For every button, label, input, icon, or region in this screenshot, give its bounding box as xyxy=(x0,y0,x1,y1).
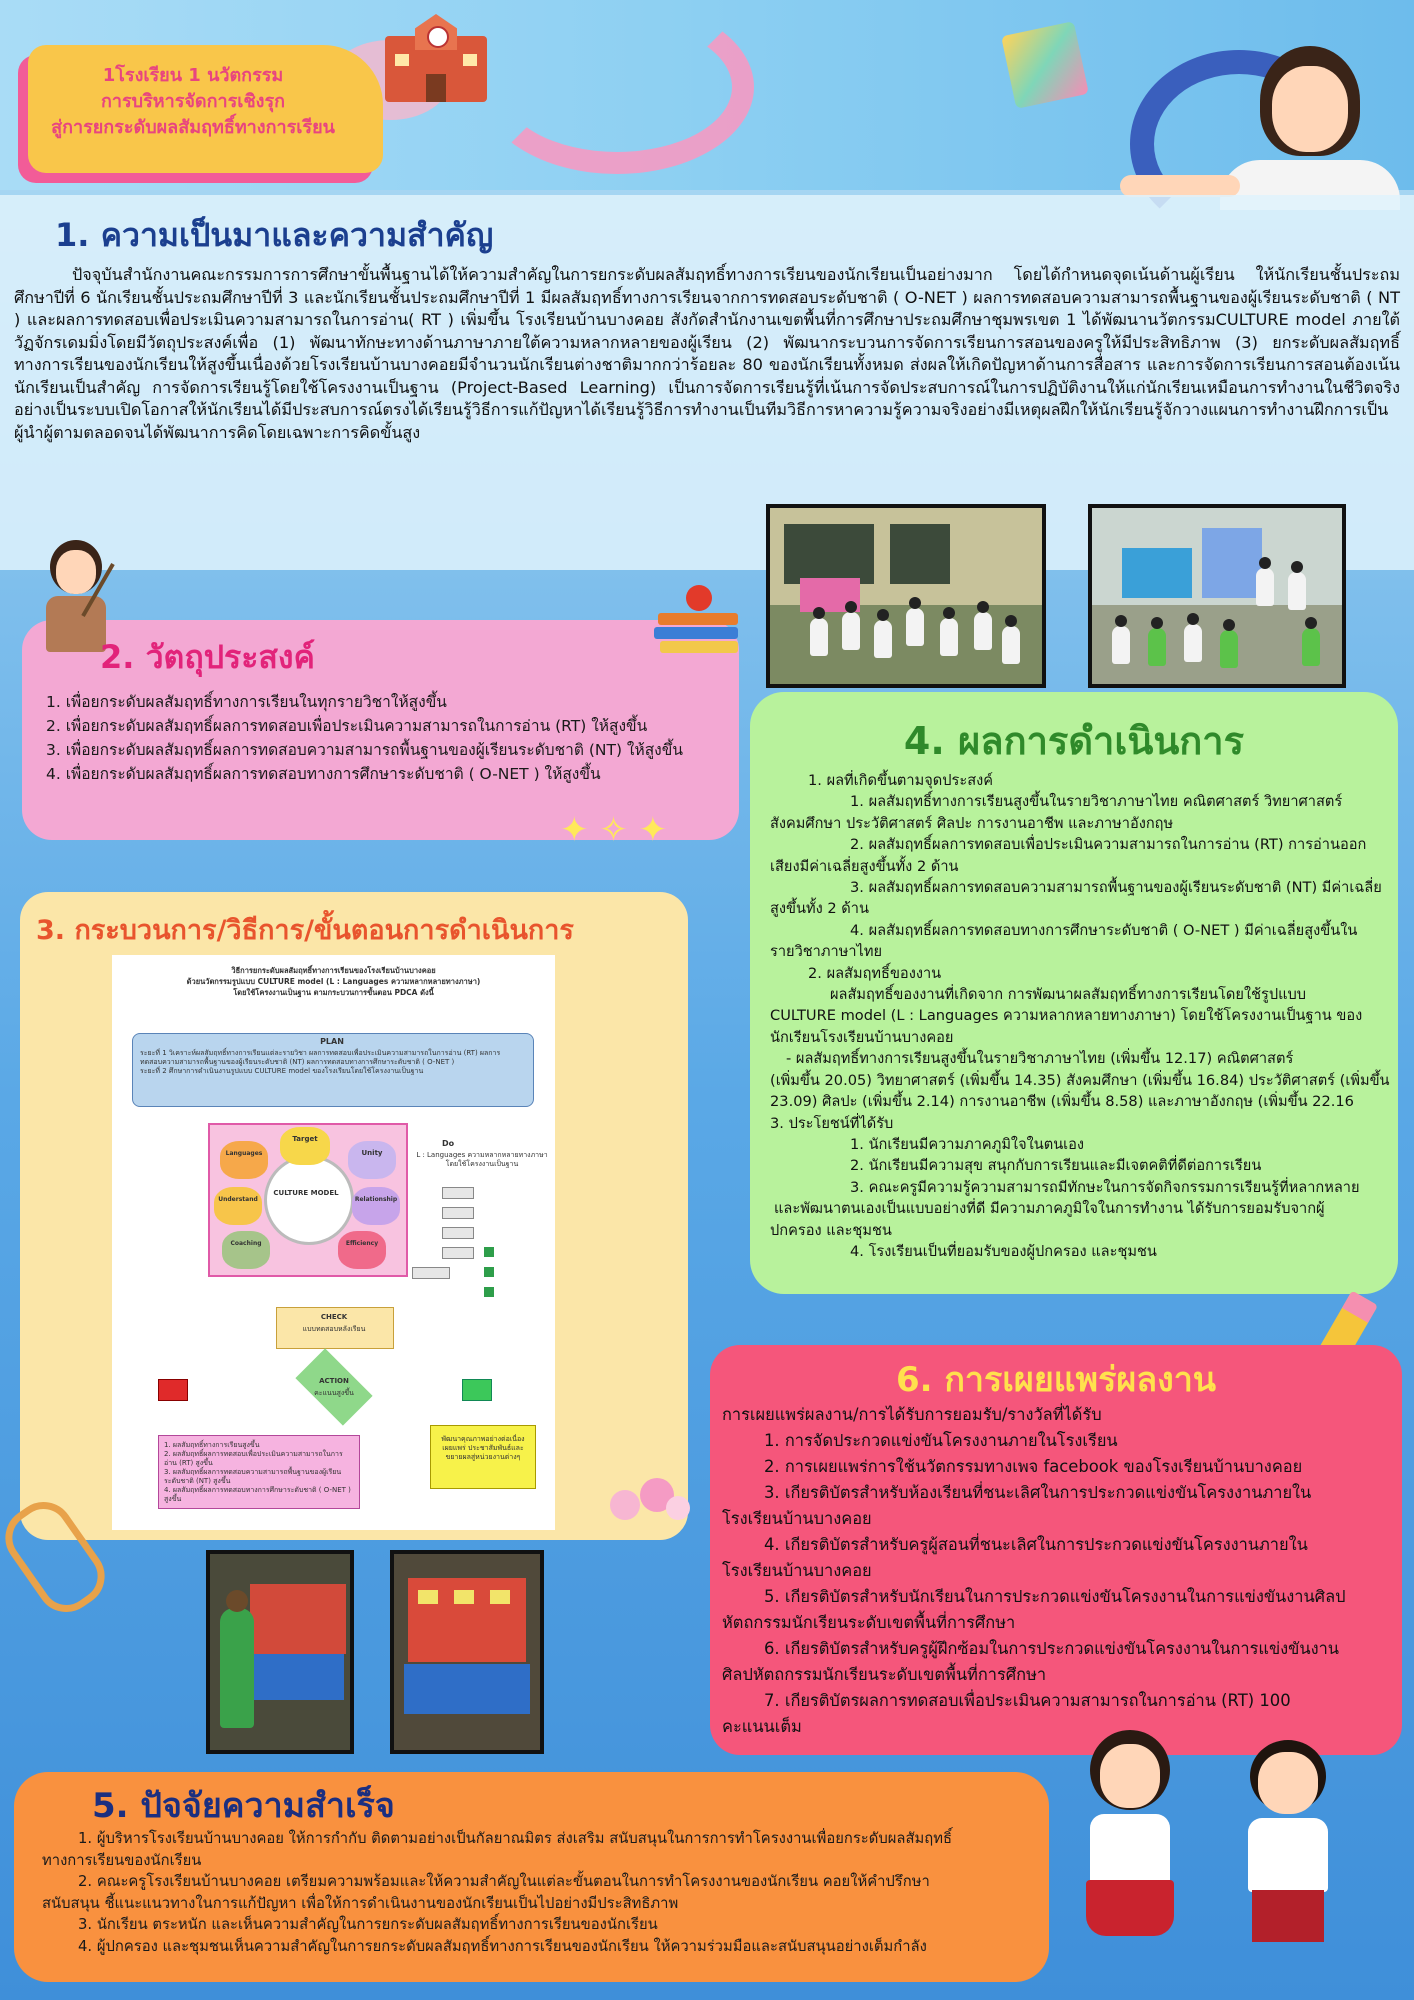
objective-item: 4. เพื่อยกระดับผลสัมฤทธิ์ผลการทดสอบทางการศึกษาระดับชาติ ( O-NET ) ให้สูงขึ้น xyxy=(46,765,601,783)
do-text-2: โดยใช้โครงงานเป็นฐาน xyxy=(445,1160,519,1168)
section5-body xyxy=(42,1828,1028,1957)
petal-coaching: Coaching xyxy=(222,1231,270,1269)
remark-text-1: พัฒนาคุณภาพอย่างต่อเนื่อง xyxy=(441,1435,525,1443)
result-paragraph: 3. ผลสัมฤทธิ์ผลการทดสอบความสามารถพื้นฐานของผู้เรียนระดับชาติ (NT) มีค่าเฉลี่ย xyxy=(850,879,1382,897)
result-text-1: 1. ผลสัมฤทธิ์ทางการเรียนสูงขึ้น xyxy=(164,1441,260,1449)
dissemination-paragraph: 4. เกียรติบัตรสำหรับครูผู้สอนที่ชนะเลิศในการประกวดแข่งขันโครงงานภายใน xyxy=(764,1535,1308,1554)
remark-text-2: เผยแพร่ ประชาสัมพันธ์และ xyxy=(442,1444,524,1452)
section4-body xyxy=(770,770,1395,1262)
result-paragraph: 2. นักเรียนมีความสุข สนุกกับการเรียนและมีเจตคติที่ดีต่อการเรียน xyxy=(850,1157,1262,1175)
result-paragraph: 3. คณะครูมีความรู้ความสามารถมีทักษะในการจัดกิจกรรมการเรียนรู้ที่หลากหลาย xyxy=(850,1178,1360,1196)
result-paragraph: (เพิ่มขึ้น 20.05) วิทยาศาสตร์ (เพิ่มขึ้น 14.35) สังคมศึกษา (เพิ่มขึ้น 16.84) ประวัติศาสตร์ (เพิ่มขึ้น xyxy=(770,1071,1390,1089)
result-paragraph: เสียงมีค่าเฉลี่ยสูงขึ้นทั้ง 2 ด้าน xyxy=(770,857,959,875)
result-text-3: 3. ผลสัมฤทธิ์ผลการทดสอบความสามารถพื้นฐานของผู้เรียนระดับชาติ (NT) สูงขึ้น xyxy=(164,1468,342,1485)
teacher-illustration xyxy=(1120,40,1410,210)
petal-languages: Languages xyxy=(220,1141,268,1179)
success-factor-paragraph: 2. คณะครูโรงเรียนบ้านบางคอย เตรียมความพร้อมและให้ความสำคัญในแต่ละขั้นตอนในการทำโครงงานของนักเรียน คอยให้คำปรึกษา xyxy=(78,1873,930,1890)
section5-title: 5. ปัจจัยความสำเร็จ xyxy=(92,1786,395,1826)
photo-classroom-2 xyxy=(1088,504,1346,688)
school-building-icon xyxy=(375,14,497,102)
dissemination-paragraph: 2. การเผยแพร่การใช้นวัตกรรมทางเพจ facebook ของโรงเรียนบ้านบางคอย xyxy=(764,1457,1303,1476)
decor-cube xyxy=(1001,21,1089,109)
plan-text-1: ระยะที่ 1 วิเคราะห์ผลสัมฤทธิ์ทางการเรียนแต่ละรายวิชา ผลการทดสอบเพื่อประเมินความสามารถในการอ่าน (RT) ผลการ xyxy=(140,1049,501,1057)
flow-heading-3: โดยใช้โครงงานเป็นฐาน ตามกระบวนการขั้นตอน PDCA ดังนี้ xyxy=(233,988,434,997)
section6-body xyxy=(722,1402,1394,1740)
action-label: ACTION xyxy=(319,1377,349,1385)
result-paragraph: 23.09) ศิลปะ (เพิ่มขึ้น 2.14) การงานอาชีพ (เพิ่มขึ้น 8.58) และภาษาอังกฤษ (เพิ่มขึ้น 22.16 xyxy=(770,1093,1354,1111)
petal-target: Target xyxy=(280,1127,330,1165)
books-apple-icon xyxy=(652,585,742,655)
sparkle-decoration: ✦ ✧ ✦ xyxy=(560,810,668,850)
result-paragraph: CULTURE model (L : Languages ความหลากหลายทางภาษา) โดยใช้โครงงานเป็นฐาน ของ xyxy=(770,1007,1363,1025)
plan-label: PLAN xyxy=(320,1037,344,1046)
dissemination-paragraph: ศิลปหัตถกรรมนักเรียนระดับเขตพื้นที่การศึกษา xyxy=(722,1665,1047,1684)
title-line-1: 1โรงเรียน 1 นวัตกรรม xyxy=(102,65,284,86)
result-paragraph: - ผลสัมฤทธิ์ทางการเรียนสูงขึ้นในรายวิชาภาษาไทย (เพิ่มขึ้น 12.17) คณิตศาสตร์ xyxy=(786,1050,1294,1068)
result-paragraph: สังคมศึกษา ประวัติศาสตร์ ศิลปะ การงานอาชีพ และภาษาอังกฤษ xyxy=(770,814,1174,832)
students-illustration xyxy=(1060,1720,1400,2000)
flow-heading-2: ด้วยนวัตกรรมรูปแบบ CULTURE model (L : Languages ความหลากหลายทางภาษา) xyxy=(186,977,481,986)
title-line-2: การบริหารจัดการเชิงรุก xyxy=(100,91,286,112)
success-factor-paragraph: 3. นักเรียน ตระหนัก และเห็นความสำคัญในการยกระดับผลสัมฤทธิ์ทางการเรียนของนักเรียน xyxy=(78,1916,658,1933)
title-line-3: สู่การยกระดับผลสัมฤทธิ์ทางการเรียน xyxy=(51,117,335,138)
objective-item: 1. เพื่อยกระดับผลสัมฤทธิ์ทางการเรียนในทุกรายวิชาให้สูงขึ้น xyxy=(46,693,447,711)
section2-objectives-list xyxy=(46,690,736,786)
result-paragraph: 1. ผลที่เกิดขึ้นตามจุดประสงค์ xyxy=(808,772,993,789)
check-text: แบบทดสอบหลังเรียน xyxy=(302,1325,366,1333)
photo-classroom-1 xyxy=(766,504,1046,688)
result-paragraph: นักเรียนโรงเรียนบ้านบางคอย xyxy=(770,1028,954,1046)
result-paragraph: 1. นักเรียนมีความภาคภูมิใจในตนเอง xyxy=(850,1135,1085,1153)
result-paragraph: 2. ผลสัมฤทธิ์ผลการทดสอบเพื่อประเมินความสามารถในการอ่าน (RT) การอ่านออก xyxy=(850,836,1367,854)
do-label: Do xyxy=(442,1139,455,1148)
flower-decoration xyxy=(600,1470,700,1530)
pdca-flowchart xyxy=(112,955,555,1530)
check-label: CHECK xyxy=(320,1313,348,1321)
decor-pink-swirl xyxy=(480,0,754,174)
dissemination-paragraph: โรงเรียนบ้านบางคอย xyxy=(722,1509,872,1528)
result-paragraph: 4. โรงเรียนเป็นที่ยอมรับของผู้ปกครอง และชุมชน xyxy=(850,1242,1157,1260)
plan-text-2: ทดสอบความสามารถพื้นฐานของผู้เรียนระดับชาติ (NT) ผลการทดสอบทางการศึกษาระดับชาติ ( O-NET ) xyxy=(140,1058,455,1066)
success-factor-paragraph: สนับสนุน ชี้แนะแนวทางในการแก้ปัญหา เพื่อให้การดำเนินงานของนักเรียนเป็นไปอย่างมีประสิทธิภาพ xyxy=(42,1894,679,1912)
success-factor-paragraph: 4. ผู้ปกครอง และชุมชนเห็นความสำคัญในการยกระดับผลสัมฤทธิ์ทางการเรียนของนักเรียน ให้ความร่วมมือและสนับสนุนอย่างเต็มกำลัง xyxy=(78,1937,927,1955)
photo-project-display-1 xyxy=(206,1550,354,1754)
objective-item: 2. เพื่อยกระดับผลสัมฤทธิ์ผลการทดสอบเพื่อประเมินความสามารถในการอ่าน (RT) ให้สูงขึ้น xyxy=(46,717,648,735)
petal-understand: Understand xyxy=(214,1187,262,1225)
result-paragraph: 2. ผลสัมฤทธิ์ของงาน xyxy=(808,964,942,982)
result-paragraph: ปกครอง และชุมชน xyxy=(770,1221,892,1239)
section2-title: 2. วัตถุประสงค์ xyxy=(100,638,315,676)
section6-title: 6. การเผยแพร่ผลงาน xyxy=(895,1360,1217,1400)
dissemination-paragraph: การเผยแพร่ผลงาน/การได้รับการยอมรับ/รางวัลที่ได้รับ xyxy=(722,1405,1102,1424)
section3-title: 3. กระบวนการ/วิธีการ/ขั้นตอนการดำเนินการ xyxy=(36,915,574,946)
result-paragraph: 4. ผลสัมฤทธิ์ผลการทดสอบทางการศึกษาระดับชาติ ( O-NET ) มีค่าเฉลี่ยสูงขึ้นใน xyxy=(850,921,1358,939)
result-paragraph: 1. ผลสัมฤทธิ์ทางการเรียนสูงขึ้นในรายวิชาภาษาไทย คณิตศาสตร์ วิทยาศาสตร์ xyxy=(850,793,1343,811)
petal-efficiency: Efficiency xyxy=(338,1231,386,1269)
petal-relationship: Relationship xyxy=(352,1187,400,1225)
result-paragraph: และพัฒนาตนเองเป็นแบบอย่างที่ดี มีความภาคภูมิใจในการทำงาน ได้รับการยอมรับจากผู้ xyxy=(774,1200,1325,1218)
title-badge xyxy=(28,45,383,173)
plan-text-3: ระยะที่ 2 ศึกษาการดำเนินงานรูปแบบ CULTURE model ของโรงเรียนโดยใช้โครงงานเป็นฐาน xyxy=(140,1067,424,1075)
dissemination-paragraph: หัตถกรรมนักเรียนระดับเขตพื้นที่การศึกษา xyxy=(722,1613,1016,1632)
do-text-1: L : Languages ความหลากหลายทางภาษา xyxy=(416,1151,548,1159)
dissemination-paragraph: คะแนนเต็ม xyxy=(722,1717,802,1736)
success-factor-paragraph: ทางการเรียนของนักเรียน xyxy=(42,1851,202,1869)
dissemination-paragraph: 7. เกียรติบัตรผลการทดสอบเพื่อประเมินความสามารถในการอ่าน (RT) 100 xyxy=(764,1691,1291,1710)
success-factor-paragraph: 1. ผู้บริหารโรงเรียนบ้านบางคอย ให้การกำกับ ติดตามอย่างเป็นกัลยาณมิตร ส่งเสริม สนับสนุนในการการทำโครงงานเพื่อยกระดับผลสัมฤทธิ์ xyxy=(78,1830,953,1847)
result-paragraph: รายวิชาภาษาไทย xyxy=(770,943,883,961)
objective-item: 3. เพื่อยกระดับผลสัมฤทธิ์ผลการทดสอบความสามารถพื้นฐานของผู้เรียนระดับชาติ (NT) ให้สูงขึ้น xyxy=(46,741,683,759)
photo-project-display-2 xyxy=(390,1550,544,1754)
dissemination-paragraph: 5. เกียรติบัตรสำหรับนักเรียนในการประกวดแข่งขันโครงงานในการแข่งขันงานศิลป xyxy=(764,1587,1346,1606)
dissemination-paragraph: โรงเรียนบ้านบางคอย xyxy=(722,1561,872,1580)
dissemination-paragraph: 3. เกียรติบัตรสำหรับห้องเรียนที่ชนะเลิศในการประกวดแข่งขันโครงงานภายใน xyxy=(764,1483,1312,1502)
culture-model-center: CULTURE MODEL xyxy=(273,1189,339,1197)
flow-heading-1: วิธีการยกระดับผลสัมฤทธิ์ทางการเรียนของโรงเรียนบ้านบางคอย xyxy=(231,966,436,975)
result-paragraph: ผลสัมฤทธิ์ของงานที่เกิดจาก การพัฒนาผลสัมฤทธิ์ทางการเรียนโดยใช้รูปแบบ xyxy=(830,986,1307,1004)
dissemination-paragraph: 6. เกียรติบัตรสำหรับครูผู้ฝึกซ้อมในการประกวดแข่งขันโครงงานในการแข่งขันงาน xyxy=(764,1639,1339,1658)
section4-title: 4. ผลการดำเนินการ xyxy=(903,719,1245,763)
result-text-2: 2. ผลสัมฤทธิ์ผลการทดสอบเพื่อประเมินความสามารถในการอ่าน (RT) สูงขึ้น xyxy=(164,1450,343,1467)
result-text-4: 4. ผลสัมฤทธิ์ผลการทดสอบทางการศึกษาระดับชาติ ( O-NET ) สูงขึ้น xyxy=(164,1486,351,1503)
remark-text-3: ขยายผลสู่หน่วยงานต่างๆ xyxy=(445,1453,521,1461)
result-paragraph: 3. ประโยชน์ที่ได้รับ xyxy=(770,1114,894,1132)
section1-body: ปัจจุบันสำนักงานคณะกรรมการการศึกษาขั้นพื้นฐานได้ให้ความสำคัญในการยกระดับผลสัมฤทธิ์ทางการเรียนของนักเรียนเป็นอย่างมาก โดยได้กำหนดจุดเน้นด้านผู้เรียน ให้นักเรียนชั้นประถมศึกษาปีที่ 6 นักเรียนชั้นประถมศึกษาปีที่ 3 และนักเรียนชั้นประถมศึกษาปีที่ 1 มีผลสัมฤทธิ์ทางการเรียนจากการทดสอบระดับชาติ ( O-NET ) ผลการทดสอบความสามารถพื้นฐานของผู้เรียนระดับชาติ ( NT ) และผลการทดสอบเพื่อประเมินความสามารถในการอ่าน( RT ) เพิ่มขึ้น โรงเรียนบ้านบางคอย สังกัดสำนักงานเขตพื้นที่การศึกษาประถมศึกษาชุมพรเขต 1 ได้พัฒนานวัตกรรมCULTURE model ภายใต้วัฏจักรเดมมิ่งโดยมีวัตถุประสงค์เพื่อ (1) พัฒนาทักษะทางด้านภาษาภายใต้ความหลากหลายของผู้เรียน (2) พัฒนากระบวนการจัดการเรียนการสอนของครูให้มีประสิทธิภาพ (3) ยกระดับผลสัมฤทธิ์ทางการเรียนของนักเรียนให้สูงขึ้นเนื่องด้วยโรงเรียนบ้านบางคอยมีจำนวนนักเรียนต่างชาติมากกว่าร้อยละ 80 ของนักเรียนทั้งหมด ส่งผลให้เกิดปัญหาด้านการสื่อสาร และการจัดการเรียนการสอนต้องเน้นนักเรียนเป็นสำคัญ การจัดการเรียนรู้โดยใช้โครงงานเป็นฐาน (Project-Based Learning) เป็นการจัดการเรียนรู้ที่เน้นการจัดประสบการณ์ในการปฏิบัติงานให้แก่นักเรียนเหมือนการทำงานในชีวิตจริงอย่างเป็นระบบเปิดโอกาสให้นักเรียนได้มีประสบการณ์ตรงได้เรียนรู้วิธีการแก้ปัญหาได้เรียนรู้วิธีการทำงานเป็นทีมวิธีการหาความรู้ความจริงอย่างมีเหตุผลฝึกให้นักเรียนรู้จักวางแผนการทำงานฝึกการเป็นผู้นำผู้ตามตลอดจนได้พัฒนาการคิดโดยเฉพาะการคิดขั้นสูง xyxy=(14,265,1400,442)
petal-unity: Unity xyxy=(348,1141,396,1179)
action-text: คะแนนสูงขึ้น xyxy=(314,1389,354,1397)
dissemination-paragraph: 1. การจัดประกวดแข่งขันโครงงานภายในโรงเรียน xyxy=(764,1431,1118,1450)
section1-title: 1. ความเป็นมาและความสำคัญ xyxy=(55,216,494,254)
result-paragraph: สูงขึ้นทั้ง 2 ด้าน xyxy=(770,900,869,918)
